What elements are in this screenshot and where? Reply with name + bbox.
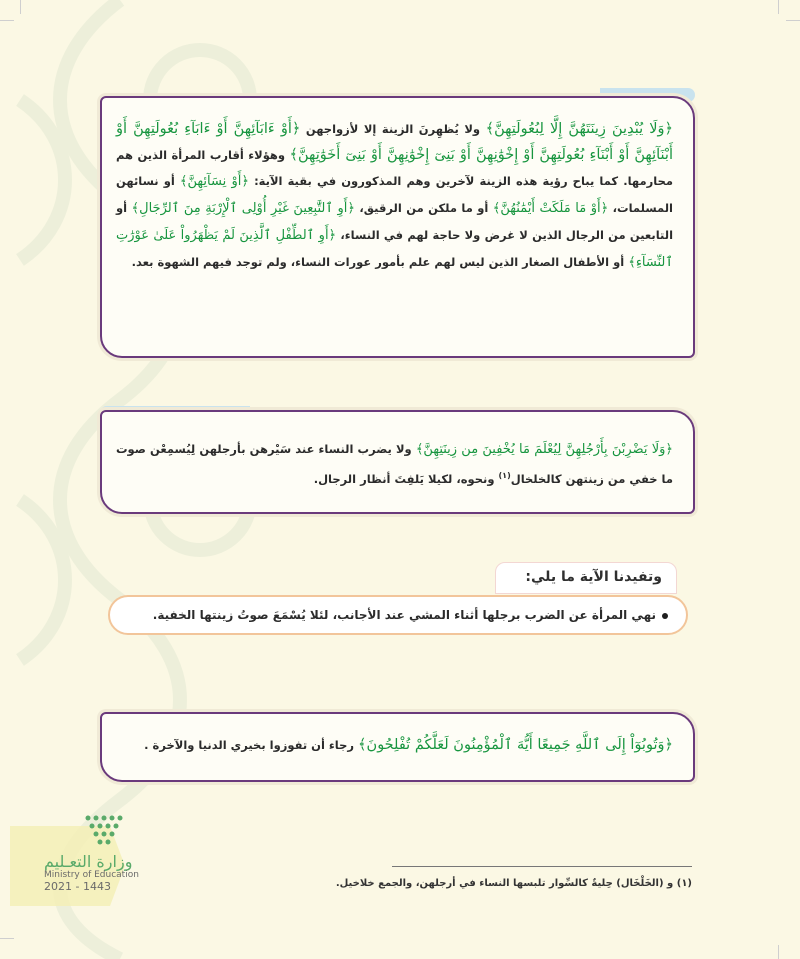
explanation-text: أو نسائهن المسلمات، bbox=[116, 174, 673, 215]
benefits-title: وتفيدنا الآية ما يلي: bbox=[495, 562, 677, 594]
verse-card-3 bbox=[100, 712, 695, 782]
verse-card-2-text bbox=[116, 436, 673, 492]
bullet-icon bbox=[662, 613, 668, 619]
verse-card-1 bbox=[100, 96, 695, 358]
crop-mark bbox=[786, 20, 800, 21]
ministry-name-english: Ministry of Education bbox=[44, 870, 139, 880]
quran-verse: ﴿وَلَا يَضْرِبْنَ بِأَرْجُلِهِنَّ لِيُعْلَمَ مَا يُخْفِينَ مِن زِينَتِهِنَّ﴾ bbox=[415, 442, 674, 457]
explanation-text: ولا يُظهِرنَ الزينة إلا لأزواجهن bbox=[300, 122, 486, 136]
explanation-text: أو الأطفال الصغار الذين ليس لهم علم بأمور عورات النساء، ولم توجد فيهم الشهوة بعد. bbox=[131, 255, 629, 269]
footnote-divider bbox=[392, 866, 692, 867]
crop-mark bbox=[0, 938, 14, 939]
quran-verse: ﴿أَوْ نِسَآئِهِنَّ﴾ bbox=[179, 174, 249, 189]
quran-verse: ﴿أَوِ ٱلطِّفْلِ ٱلَّذِينَ لَمْ يَظْهَرُواْ عَلَىٰ عَوْرَٰتِ ٱلنِّسَآءِ﴾ bbox=[116, 228, 673, 270]
quran-verse: ﴿أَوْ ءَابَآئِهِنَّ أَوْ ءَابَآءِ بُعُولَتِهِنَّ أَوْ أَبْنَآئِهِنَّ أَوْ أَبْنَآءِ بُعُولَتِهِنَّ أَوْ إِخْوَٰنِهِنَّ أَوْ بَنِىٓ إِخْوَٰنِهِنَّ أَوْ بَنِىٓ أَخَوَٰتِهِنَّ﴾ bbox=[116, 121, 673, 163]
explanation-text: أو ما ملكن من الرقيق، bbox=[355, 201, 493, 215]
edition-year: 2021 - 1443 bbox=[44, 880, 111, 893]
quran-verse: ﴿وَلَا يُبْدِينَ زِينَتَهُنَّ إِلَّا لِبُعُولَتِهِنَّ﴾ bbox=[485, 121, 673, 137]
quran-verse: ﴿وَتُوبُوٓاْ إِلَى ٱللَّهِ جَمِيعًا أَيُّهَ ٱلْمُؤْمِنُونَ لَعَلَّكُمْ تُفْلِحُونَ﴾ bbox=[358, 737, 673, 753]
explanation-text: ونحوه، لكيلا يَلفِتَ أنظار الرجال. bbox=[313, 471, 499, 486]
quran-verse: ﴿أَوْ مَا مَلَكَتْ أَيْمَٰنُهُنَّ﴾ bbox=[492, 201, 609, 216]
crop-mark bbox=[778, 0, 779, 14]
verse-card-1-text bbox=[116, 116, 673, 276]
crop-mark bbox=[778, 945, 779, 959]
verse-card-3-text bbox=[116, 732, 673, 758]
crop-mark bbox=[20, 0, 21, 14]
verse-card-2 bbox=[100, 410, 695, 514]
footnote-ref: (١) bbox=[498, 471, 511, 480]
footnote: (١) و (الخَلْخَال) حِليةٌ كالسِّوار تلبسها النساء في أرجلهن، والجمع خلاخيل. bbox=[335, 878, 692, 889]
crop-mark bbox=[0, 20, 14, 21]
explanation-text: رجاء أن تفوزوا بخيري الدنيا والآخرة . bbox=[144, 738, 359, 752]
explanation-text: وهؤلاء أقارب المرأة الذين هم محارمها. كما يباح رؤية هذه الزينة لآخرين وهم المذكورون في بقية الآية: bbox=[116, 148, 673, 188]
benefit-text: نهي المرأة عن الضرب برجلها أثناء المشي عند الأجانب، لئلا يُسْمَعَ صوتُ زينتها الخفية. bbox=[152, 608, 656, 622]
quran-verse: ﴿أَوِ ٱلتَّٰبِعِينَ غَيْرِ أُوْلِى ٱلْإِرْبَةِ مِنَ ٱلرِّجَالِ﴾ bbox=[131, 201, 355, 216]
ministry-name-arabic: وزارة التعـليم bbox=[44, 852, 133, 871]
benefit-item bbox=[108, 595, 688, 635]
explanation-text: أو التابعين من الرجال الذين لا غرض ولا حاجة لهم في النساء، bbox=[116, 201, 674, 242]
explanation-text: ولا يضرب النساء عند سَيْرهن بأرجلهن لِيُسمِعْن صوت ما خفي من زينتهن كالخلخال bbox=[116, 442, 673, 486]
